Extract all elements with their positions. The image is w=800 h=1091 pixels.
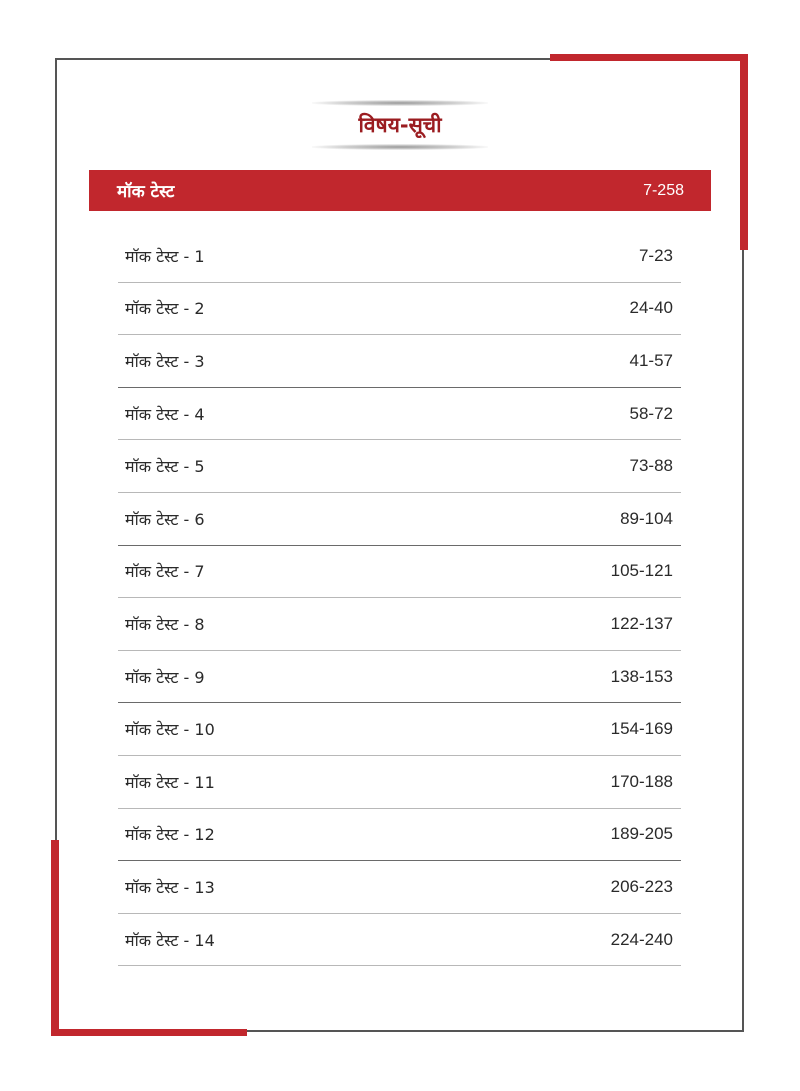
toc-item[interactable] bbox=[118, 388, 681, 441]
toc-item-pages: 7-23 bbox=[638, 245, 673, 265]
toc-item[interactable] bbox=[118, 440, 681, 493]
toc-item-label: मॉक टेस्ट - 2 bbox=[125, 299, 205, 319]
toc-item-pages: 105-121 bbox=[610, 561, 673, 581]
toc-item-label: मॉक टेस्ट - 11 bbox=[125, 772, 215, 792]
toc-item-pages: 170-188 bbox=[610, 771, 673, 791]
toc-item-label: मॉक टेस्ट - 12 bbox=[125, 825, 215, 845]
toc-item-pages: 224-240 bbox=[610, 929, 673, 949]
corner-accent-top-right-vertical bbox=[740, 54, 748, 250]
toc-item-pages: 41-57 bbox=[629, 350, 673, 370]
toc-item-pages: 206-223 bbox=[610, 876, 673, 896]
toc-item-label: मॉक टेस्ट - 4 bbox=[125, 404, 205, 424]
toc-item[interactable] bbox=[118, 703, 681, 756]
toc-item[interactable] bbox=[118, 493, 681, 546]
toc-item-label: मॉक टेस्ट - 5 bbox=[125, 457, 205, 477]
toc-item[interactable] bbox=[118, 809, 681, 862]
toc-item-pages: 189-205 bbox=[610, 824, 673, 844]
toc-item-pages: 73-88 bbox=[629, 456, 673, 476]
corner-accent-top-right bbox=[550, 54, 748, 61]
toc-item[interactable] bbox=[118, 756, 681, 809]
section-page-range: 7-258 bbox=[643, 181, 684, 199]
toc-item[interactable] bbox=[118, 283, 681, 336]
toc-item-label: मॉक टेस्ट - 10 bbox=[125, 720, 215, 740]
toc-item-pages: 89-104 bbox=[620, 508, 673, 528]
page-title: विषय-सूची bbox=[358, 113, 442, 137]
toc-item-pages: 122-137 bbox=[610, 613, 673, 633]
toc-item-label: मॉक टेस्ट - 14 bbox=[125, 930, 215, 950]
toc-item-label: मॉक टेस्ट - 1 bbox=[125, 246, 205, 266]
toc-item-pages: 24-40 bbox=[629, 298, 673, 318]
table-of-contents bbox=[118, 230, 681, 966]
section-label: मॉक टेस्ट bbox=[117, 182, 175, 202]
toc-item-label: मॉक टेस्ट - 9 bbox=[125, 667, 205, 687]
toc-item-label: मॉक टेस्ट - 3 bbox=[125, 351, 205, 371]
toc-item[interactable] bbox=[118, 335, 681, 388]
toc-item-label: मॉक टेस्ट - 8 bbox=[125, 614, 205, 634]
toc-item-pages: 154-169 bbox=[610, 719, 673, 739]
toc-item[interactable] bbox=[118, 861, 681, 914]
section-header-bar[interactable] bbox=[89, 170, 711, 211]
toc-item[interactable] bbox=[118, 651, 681, 704]
title-banner bbox=[312, 100, 488, 150]
toc-item[interactable] bbox=[118, 598, 681, 651]
toc-item[interactable] bbox=[118, 914, 681, 967]
corner-accent-bottom-left bbox=[51, 1029, 247, 1036]
toc-item-pages: 58-72 bbox=[629, 403, 673, 423]
toc-item-label: मॉक टेस्ट - 6 bbox=[125, 509, 205, 529]
toc-item-pages: 138-153 bbox=[610, 666, 673, 686]
toc-item-label: मॉक टेस्ट - 7 bbox=[125, 562, 205, 582]
corner-accent-bottom-left-vertical bbox=[51, 840, 59, 1036]
toc-item[interactable] bbox=[118, 230, 681, 283]
toc-item[interactable] bbox=[118, 546, 681, 599]
toc-item-label: मॉक टेस्ट - 13 bbox=[125, 877, 215, 897]
